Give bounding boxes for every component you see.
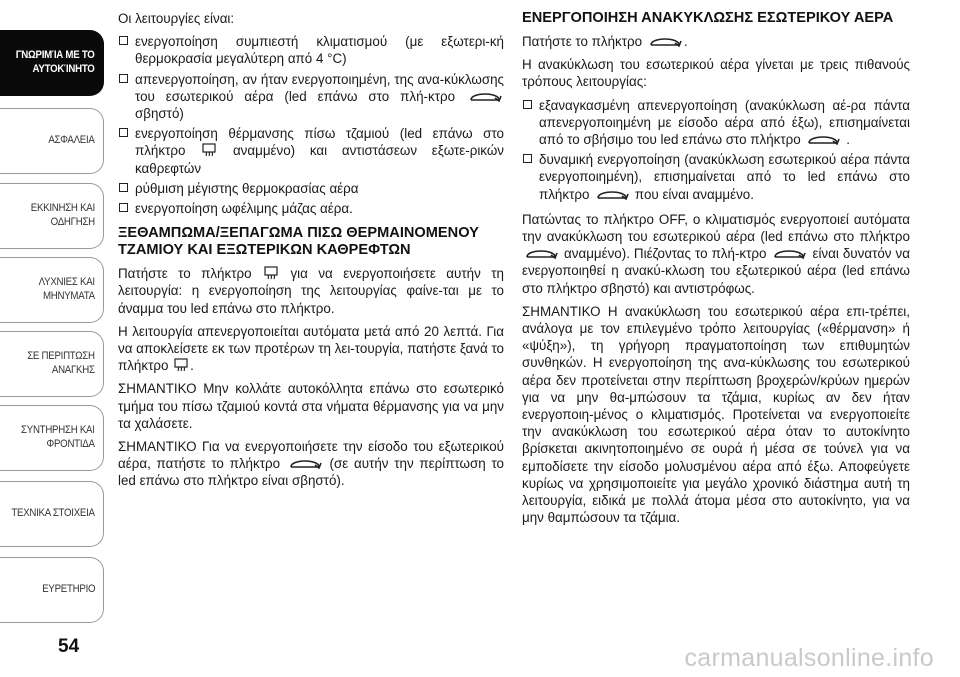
- checkbox-bullet-icon: [119, 203, 128, 212]
- tab-index[interactable]: [0, 557, 104, 623]
- right-column: [522, 10, 910, 532]
- rear-window-defrost-icon: [264, 266, 278, 280]
- watermark: carmanualsonline.info: [684, 644, 934, 672]
- recirculation-icon: [468, 89, 502, 103]
- chapter-sidebar: [0, 0, 106, 677]
- page-number: 54: [58, 636, 80, 657]
- paragraph: Η ανακύκλωση του εσωτερικού αέρα γίνεται με τρεις πιθανούς τρόπους λειτουργίας:: [522, 57, 910, 90]
- recirculation-icon: [648, 34, 682, 48]
- tab-label: ΕΚΚΙΝΗΣΗ ΚΑΙ ΟΔΗΓΗΣΗ: [30, 202, 95, 228]
- list-item: ρύθμιση μέγιστης θερμοκρασίας αέρα: [118, 180, 504, 197]
- important-note: ΣΗΜΑΝΤΙΚΟ Για να ενεργοποιήσετε την είσοδο του εξωτερικού αέρα, πατήστε το πλήκτρο (σε αυτήν την περίπτωση το led επάνω στο πλήκτρο είναι σβηστό).: [118, 439, 504, 489]
- important-note: ΣΗΜΑΝΤΙΚΟ Η ανακύκλωση του εσωτερικού αέρα επι-τρέπει, ανάλογα με τον επιλεγμένο τρόπο λειτουργίας («θέρμανση» ή «ψύξη»), τη γρήγορη πραγματοποίηση των επιθυμητών συνθηκών. Η ενεργοποίηση της ανα-κύκλωσης του εσωτερικού αέρα δεν προτείνεται στην περίπτωση βροχερών/κρύων ημερών για να μην θα-μπώσουν τα τζάμια, κυρίως αν δεν ήταν ενεργοποιη-μένος ο κλιματισμός. Προτείνεται να ενεργοποιείτε την ανακύκλωση του εσωτερικού αέρα όταν το αυτοκίνητο βρίσκεται ακινητοποιημένο σε ουρά ή μέσα σε τούνελ για να εμποδίσετε την είσοδο μολυσμένου αέρα από έξω. Αποφεύγετε κυρίως να χρησιμοποιείτε για μεγάλο χρονικό διάστημα αυτή τη λειτουργία, ειδικά με πολλά άτομα μέσα στο αυτοκίνητο, για να μην θαμπώσουν τα τζάμια.: [522, 303, 910, 526]
- recirculation-icon: [524, 246, 558, 260]
- checkbox-bullet-icon: [119, 128, 128, 137]
- checkbox-bullet-icon: [523, 100, 532, 109]
- tab-starting-driving[interactable]: [0, 183, 104, 249]
- tab-label: ΓΝΩΡΙΜΊΑ ΜΕ ΤΟ ΑΥΤΟΚΊΝΗΤΟ: [16, 49, 95, 75]
- left-column: [118, 10, 504, 496]
- tab-warning-lights[interactable]: [0, 257, 104, 323]
- important-note: ΣΗΜΑΝΤΙΚΟ Μην κολλάτε αυτοκόλλητα επάνω στο εσωτερικό τμήμα του πίσω τζαμιού κοντά στα νήματα θέρμανσης για να μην τα χαλάσετε.: [118, 381, 504, 431]
- tab-label: ΣΕ ΠΕΡΙΠΤΩΣΗ ΑΝΑΓΚΗΣ: [27, 350, 95, 376]
- tab-getting-to-know-car[interactable]: [0, 30, 104, 96]
- checkbox-bullet-icon: [119, 36, 128, 45]
- recirculation-icon: [806, 132, 840, 146]
- tab-safety[interactable]: [0, 108, 104, 174]
- list-item: ενεργοποίηση θέρμανσης πίσω τζαμιού (led επάνω στο πλήκτρο αναμμένο) και αντιστάσεων εξωτε-ρικών καθρεφτών: [118, 125, 504, 177]
- paragraph: Η λειτουργία απενεργοποιείται αυτόματα μετά από 20 λεπτά. Για να αποκλείσετε εκ των προτέρων τη λει-τουργία, πατήστε ξανά το πλήκτρο .: [118, 323, 504, 374]
- recirculation-icon: [595, 187, 629, 201]
- tab-emergency[interactable]: [0, 331, 104, 397]
- section-heading: ΞΕΘΑΜΠΩΜΑ/ΞΕΠΑΓΩΜΑ ΠΙΣΩ ΘΕΡΜΑΙΝΟΜΕΝΟΥ ΤΖΑΜΙΟΥ ΚΑΙ ΕΞΩΤΕΡΙΚΩΝ ΚΑΘΡΕΦΤΩΝ: [118, 225, 479, 259]
- checkbox-bullet-icon: [119, 183, 128, 192]
- paragraph: Πατώντας το πλήκτρο OFF, ο κλιματισμός ενεργοποιεί αυτόματα την ανακύκλωση του εσωτερικού αέρα (led επάνω στο πλήκτρο αναμμένο). Πιέζοντας το πλή-κτρο είναι δυνατόν να ενεργοποιηθεί η ανακύ-κλωση του εξωτερικού αέρα (led επάνω στο πλήκτρο σβηστό) και αντιστρόφως.: [522, 211, 910, 296]
- tab-technical-data[interactable]: [0, 481, 104, 547]
- tab-label: ΑΣΦΑΛΕΙΑ: [48, 134, 95, 147]
- tab-label: ΛΥΧΝΙΕΣ ΚΑΙ ΜΗΝΥΜΑΤΑ: [38, 276, 95, 302]
- section-heading: ΕΝΕΡΓΟΠΟΙΗΣΗ ΑΝΑΚΥΚΛΩΣΗΣ ΕΣΩΤΕΡΙΚΟΥ ΑΕΡΑ: [522, 10, 894, 26]
- list-item: ενεργοποίηση συμπιεστή κλιματισμού (με εξωτερι-κή θερμοκρασία μεγαλύτερη από 4 °C): [118, 33, 504, 67]
- recirculation-icon: [772, 246, 806, 260]
- tab-label: ΤΕΧΝΙΚΑ ΣΤΟΙΧΕΙΑ: [11, 507, 95, 520]
- tab-maintenance[interactable]: [0, 405, 104, 471]
- list-item: απενεργοποίηση, αν ήταν ενεργοποιημένη, της ανα-κύκλωσης του εσωτερικού αέρα (led επάνω στο πλή-κτρο σβηστό): [118, 71, 504, 123]
- tab-label: ΕΥΡΕΤΗΡΙΟ: [41, 583, 95, 596]
- tab-label: ΣΥΝΤΗΡΗΣΗ ΚΑΙ ΦΡΟΝΤΙΔΑ: [21, 424, 95, 450]
- modes-list: [522, 97, 910, 203]
- list-item: ενεργοποίηση ωφέλιμης μάζας αέρα.: [118, 200, 504, 217]
- list-item: εξαναγκασμένη απενεργοποίηση (ανακύκλωση αέ-ρα πάντα απενεργοποιημένη με είσοδο αέρα από έξω), επισημαίνεται από το σβήσιμο του led επάνω στο πλήκτρο .: [522, 97, 910, 149]
- functions-list: [118, 33, 504, 217]
- rear-window-defrost-icon: [174, 358, 188, 372]
- functions-intro: Οι λειτουργίες είναι:: [118, 11, 235, 26]
- paragraph: Πατήστε το πλήκτρο για να ενεργοποιήσετε αυτήν τη λειτουργία: η ενεργοποίηση της λειτουργίας φαίνε-ται με το άναμμα του led επάνω στο πλήκτρο.: [118, 266, 504, 316]
- rear-window-defrost-icon: [202, 143, 216, 157]
- checkbox-bullet-icon: [119, 74, 128, 83]
- paragraph: Πατήστε το πλήκτρο .: [522, 34, 688, 49]
- recirculation-icon: [288, 456, 322, 470]
- checkbox-bullet-icon: [523, 154, 532, 163]
- list-item: δυναμική ενεργοποίηση (ανακύκλωση εσωτερικού αέρα πάντα ενεργοποιημένη), επισημαίνεται από το led επάνω στο πλήκτρο που είναι αναμμένο.: [522, 151, 910, 203]
